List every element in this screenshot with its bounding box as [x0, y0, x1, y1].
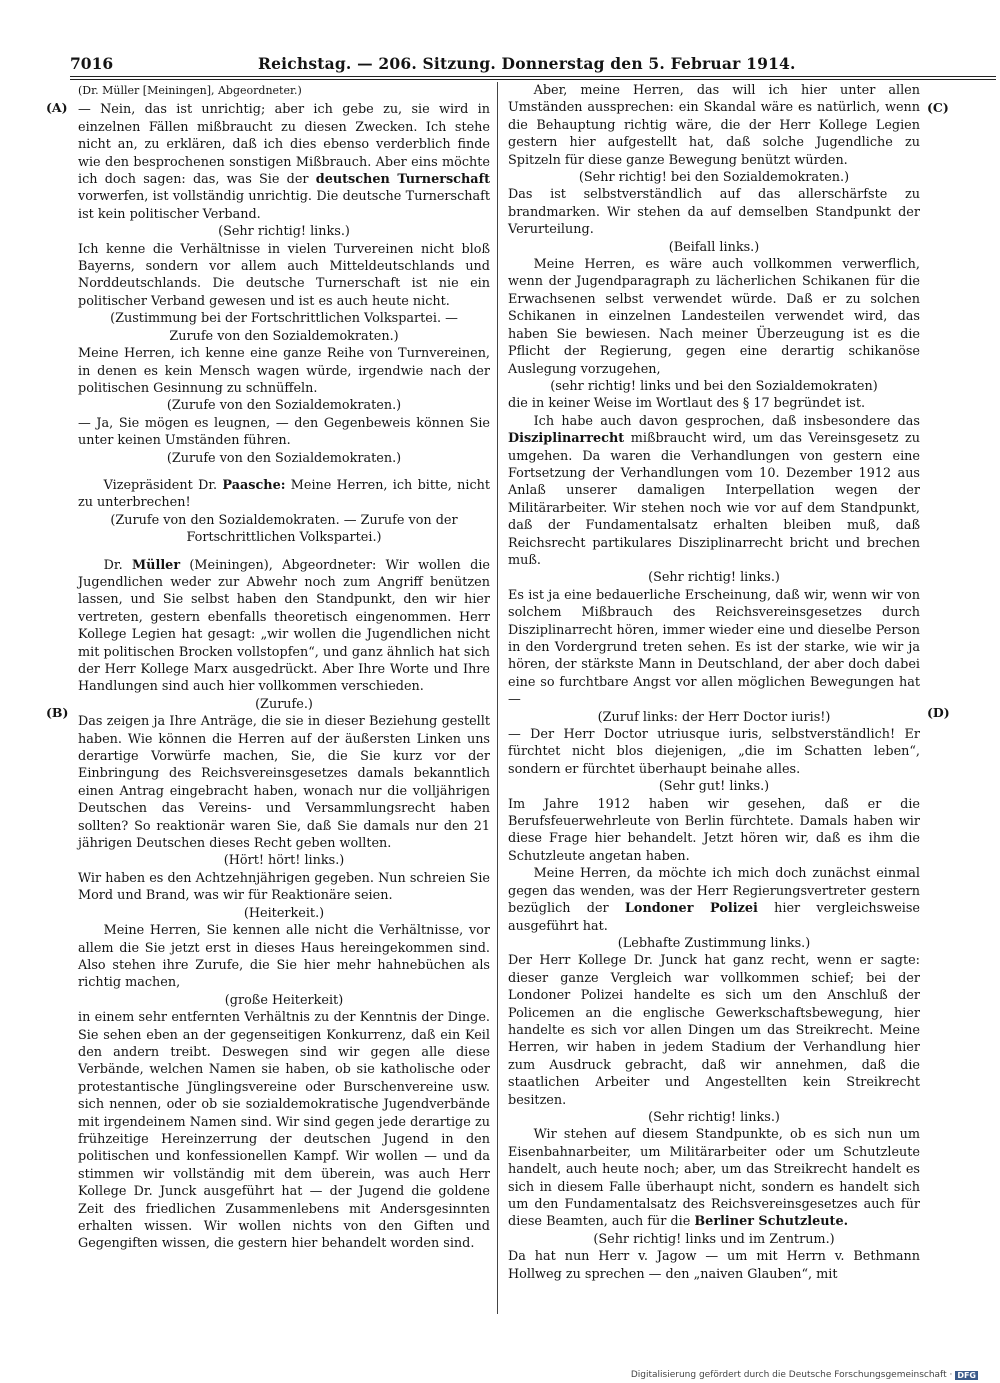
- dfg-footer: [631, 1370, 978, 1380]
- dfg-logo: DFG: [957, 1370, 976, 1380]
- margin-mark-c: (C): [927, 100, 949, 115]
- header-rule: [70, 79, 996, 80]
- margin-mark-d: (D): [927, 705, 950, 720]
- paragraph: Dr. Müller (Meiningen), Abgeordneter: Wir wollen die Jugendlichen weder zur Abwehr noch zum Angriff benützen lassen, und Sie selbst haben den Standpunkt, den wir hier vertreten, gestern ebenfalls theoretisch eingenommen. Herr Kollege Legien hat gesagt: „wir wollen die Jugendlichen nicht mit politischen Brocken vollstopfen“, und ganz ähnlich hat sich der Herr Kollege Marx ausgedrückt. Aber Ihre Worte und Ihre Handlungen sind auch hier vollkommen verschieden.: [78, 557, 490, 695]
- margin-mark-a: (A): [46, 100, 68, 115]
- right-column: [508, 82, 920, 1283]
- paragraph: Da hat nun Herr v. Jagow — um mit Herrn v. Bethmann Hollweg zu sprechen — den „naiven Glauben“, mit: [508, 1249, 920, 1282]
- interjection: (Beifall links.): [668, 239, 760, 255]
- paragraph: die in keiner Weise im Wortlaut des § 17 begründet ist.: [508, 396, 866, 412]
- paragraph: Wir haben es den Achtzehnjährigen gegeben. Nun schreien Sie Mord und Brand, was wir für Reaktionäre seien.: [78, 870, 490, 904]
- interjection: (Sehr richtig! links.): [648, 1109, 780, 1125]
- interjection: (Zuruf links: der Herr Doctor iuris!): [597, 709, 831, 725]
- interjection: (Zustimmung bei der Fortschrittlichen Volkspartei. — Zurufe von den Sozialdemokraten.): [110, 311, 458, 344]
- paragraph: Meine Herren, Sie kennen alle nicht die Verhältnisse, vor allem die Sie jetzt erst in dieses Haus hereingekommen sind. Also stehen ihre Zurufe, die Sie hier mehr hahnebüchen als richtig machen,: [78, 923, 490, 991]
- paragraph: Meine Herren, da möchte ich mich doch zunächst einmal gegen das wenden, was der Herr Regierungsvertreter gestern bezüglich der Londoner Polizei hier vergleichsweise ausgeführt hat.: [508, 866, 920, 934]
- interjection: (sehr richtig! links und bei den Sozialdemokraten): [550, 378, 878, 394]
- paragraph: — Der Herr Doctor utriusque iuris, selbstverständlich! Er fürchtet nicht blos diejenigen, „die im Schatten leben“, sondern er fürchtet überhaupt beinahe alles.: [508, 727, 920, 777]
- interjection: (Sehr richtig! links und im Zentrum.): [593, 1231, 835, 1247]
- paragraph: Aber, meine Herren, das will ich hier unter allen Umständen aussprechen: ein Skandal wäre es natürlich, wenn die Behauptung richtig wäre, die der Herr Kollege Legien gestern hier aufgestellt hat, daß solche Jugendliche zu Spitzeln für diese ganze Bewegung benützt würden.: [508, 83, 920, 168]
- interjection: (Hört! hört! links.): [223, 853, 345, 869]
- paragraph: Es ist ja eine bedauerliche Erscheinung, daß wir, wenn wir von solchem Mißbrauch des Reichsvereinsgesetzes durch Disziplinarrecht hören, immer wieder eine und dieselbe Person in den Vordergrund treten sehen. Es ist der starke, wie wir ja hören, der stärkste Mann in Deutschland, der aber doch dabei eine so furchtbare Angst vor allen möglichen Bewegungen hat —: [508, 587, 920, 708]
- interjection: (Zurufe.): [255, 696, 313, 712]
- paragraph: Der Herr Kollege Dr. Junck hat ganz recht, wenn er sagte: dieser ganze Vergleich war vollkommen schief; bei der Londoner Polizei handelte es sich um den Anschluß der Policemen an die englische Gewerkschaftsbewegung, hier handelte es sich vor allen Dingen um das Streikrecht. Meine Herren, wir haben in jedem Stadium der Verhandlung hier zum Ausdruck gebracht, daß wir annehmen, daß die staatlichen Arbeiter und Angestellten kein Streikrecht besitzen.: [508, 953, 920, 1108]
- paragraph: in einem sehr entfernten Verhältnis zu der Kenntnis der Dinge. Sie sehen eben an der gegenseitigen Konkurrenz, daß ein Keil den andern treibt. Deswegen sind wir gegen alle diese Verbände, welchen Namen sie haben, ob sie katholische oder protestantische Jünglingsvereine oder Burschenvereine usw. sich nennen, oder ob sie sozialdemokratische Jugendverbände mit irgendeinem Namen sind. Wir sind gegen jede derartige zu frühzeitige Hereinzerrung der deutschen Jugend in den politischen und konfessionellen Kampf. Wir wollen — und da stimmen wir vollständig mit dem überein, was auch Herr Kollege Dr. Junck ausgeführt hat — der Jugend die goldene Zeit des friedlichen Zusammenlebens mit Andersgesinnten erhalten wissen. Wir wollen nichts von den Giften und Gegengiften wissen, die gestern hier behandelt worden sind.: [78, 1010, 490, 1252]
- interjection: (Lebhafte Zustimmung links.): [617, 935, 811, 951]
- speaker-note: (Dr. Müller [Meiningen], Abgeordneter.): [78, 84, 302, 97]
- footer-text: Digitalisierung gefördert durch die Deutsche Forschungsgemeinschaft ·: [630, 1370, 953, 1380]
- paragraph: Meine Herren, es wäre auch vollkommen verwerflich, wenn der Jugendparagraph zu lächerlichen Schikanen für die Erwachsenen selbst verwendet würde. Daß er zu solchen Schikanen in einzelnen Landesteilen verwendet wird, das haben Sie bewiesen. Nach meiner Überzeugung ist es die Pflicht der Regierung, gegen eine derartig schikanöse Auslegung vorzugehen,: [508, 257, 920, 377]
- page-number: 7016: [70, 54, 114, 73]
- interjection: (Sehr gut! links.): [658, 779, 770, 795]
- interjection: (Zurufe von den Sozialdemokraten.): [166, 398, 402, 414]
- column-divider: [497, 82, 498, 1314]
- page-header: [70, 54, 998, 76]
- paragraph: Wir stehen auf diesem Standpunkte, ob es sich nun um Eisenbahnarbeiter, um Militärarbeiter oder um Schutzleute handelt, auch heute noch; aber, um das Streikrecht handelt es sich in diesem Falle überhaupt nicht, sondern es handelt sich um den Fundamentalsatz des Reichsvereinsgesetzes auch für diese Beamten, auch für die Berliner Schutzleute.: [508, 1127, 920, 1230]
- interjection: (Zurufe von den Sozialdemokraten. — Zurufe von der Fortschrittlichen Volkspartei.): [110, 512, 458, 546]
- left-column: [78, 82, 490, 1253]
- interjection: (Sehr richtig! bei den Sozialdemokraten.): [578, 170, 850, 186]
- interjection: (Sehr richtig! links.): [648, 570, 780, 586]
- paragraph: Das ist selbstverständlich auf das allerschärfste zu brandmarken. Wir stehen da auf demselben Standpunkt der Verurteilung.: [508, 187, 920, 238]
- margin-mark-b: (B): [46, 705, 69, 720]
- interjection: (große Heiterkeit): [224, 992, 344, 1008]
- interjection: (Sehr richtig! links.): [218, 224, 350, 240]
- running-title: Reichstag. — 206. Sitzung. Donnerstag den 5. Februar 1914.: [258, 54, 796, 73]
- interjection: (Zurufe von den Sozialdemokraten.): [166, 450, 402, 466]
- interjection: (Heiterkeit.): [243, 905, 325, 921]
- paragraph: Das zeigen ja Ihre Anträge, die sie in dieser Beziehung gestellt haben. Wie können die Herren auf der äußersten Linken uns derartige Vorwürfe machen, Sie, die Sie kurz vor der Einbringung des Reichsvereinsgesetzes damals bekanntlich einen Antrag eingebracht haben, wonach nur die volljährigen Deutschen das Vereins- und Versammlungsrecht haben sollten? So reaktionär waren Sie, daß Sie damals nur den 21 jährigen Deutschen dieses Recht geben wollten.: [78, 714, 490, 852]
- paragraph: Ich habe auch davon gesprochen, daß insbesondere das Disziplinarrecht mißbraucht wird, um das Vereinsgesetz zu umgehen. Da waren die Verhandlungen von gestern eine Fortsetzung der Verhandlungen vom 10. Dezember 1912 aus Anlaß unserer damaligen Interpellation wegen der Militärarbeiter. Wir stehen noch wie vor auf dem Standpunkt, daß der Fundamentalsatz erhalten bleiben muß, daß Reichsrecht partikulares Disziplinarrecht bricht und brechen muß.: [508, 413, 920, 568]
- header-rule: [70, 76, 996, 77]
- paragraph: Im Jahre 1912 haben wir gesehen, daß er die Berufsfeuerwehrleute von Berlin fürchtete. Damals haben wir diese Frage hier behandelt. Jetzt hören wir, daß es ihm die Schutzleute angetan haben.: [508, 796, 920, 864]
- paragraph: Meine Herren, ich kenne eine ganze Reihe von Turnvereinen, in denen es kein Mensch wagen würde, irgendwie nach der politischen Gesinnung zu schnüffeln.: [78, 346, 490, 396]
- paragraph: — Nein, das ist unrichtig; aber ich gebe zu, sie wird in einzelnen Fällen mißbraucht zu diesen Zwecken. Ich stehe nicht an, zu erklären, daß ich dies ebenso verderblich finde wie den besprochenen sonstigen Mißbrauch. Aber eins möchte ich doch sagen: das, was Sie der deutschen Turnerschaft vorwerfen, ist vollständig unrichtig. Die deutsche Turnerschaft ist kein politischer Verband.: [78, 102, 490, 222]
- paragraph: Ich kenne die Verhältnisse in vielen Turvereinen nicht bloß Bayerns, sondern vor allem auch Mitteldeutschlands und Norddeutschlands. Die deutsche Turnerschaft ist nie ein politischer Verband gewesen und ist es auch heute nicht.: [78, 241, 490, 309]
- paragraph: — Ja, Sie mögen es leugnen, — den Gegenbeweis können Sie unter keinen Umständen führen.: [78, 415, 490, 449]
- paragraph: Vizepräsident Dr. Paasche: Meine Herren, ich bitte, nicht zu unterbrechen!: [78, 477, 490, 511]
